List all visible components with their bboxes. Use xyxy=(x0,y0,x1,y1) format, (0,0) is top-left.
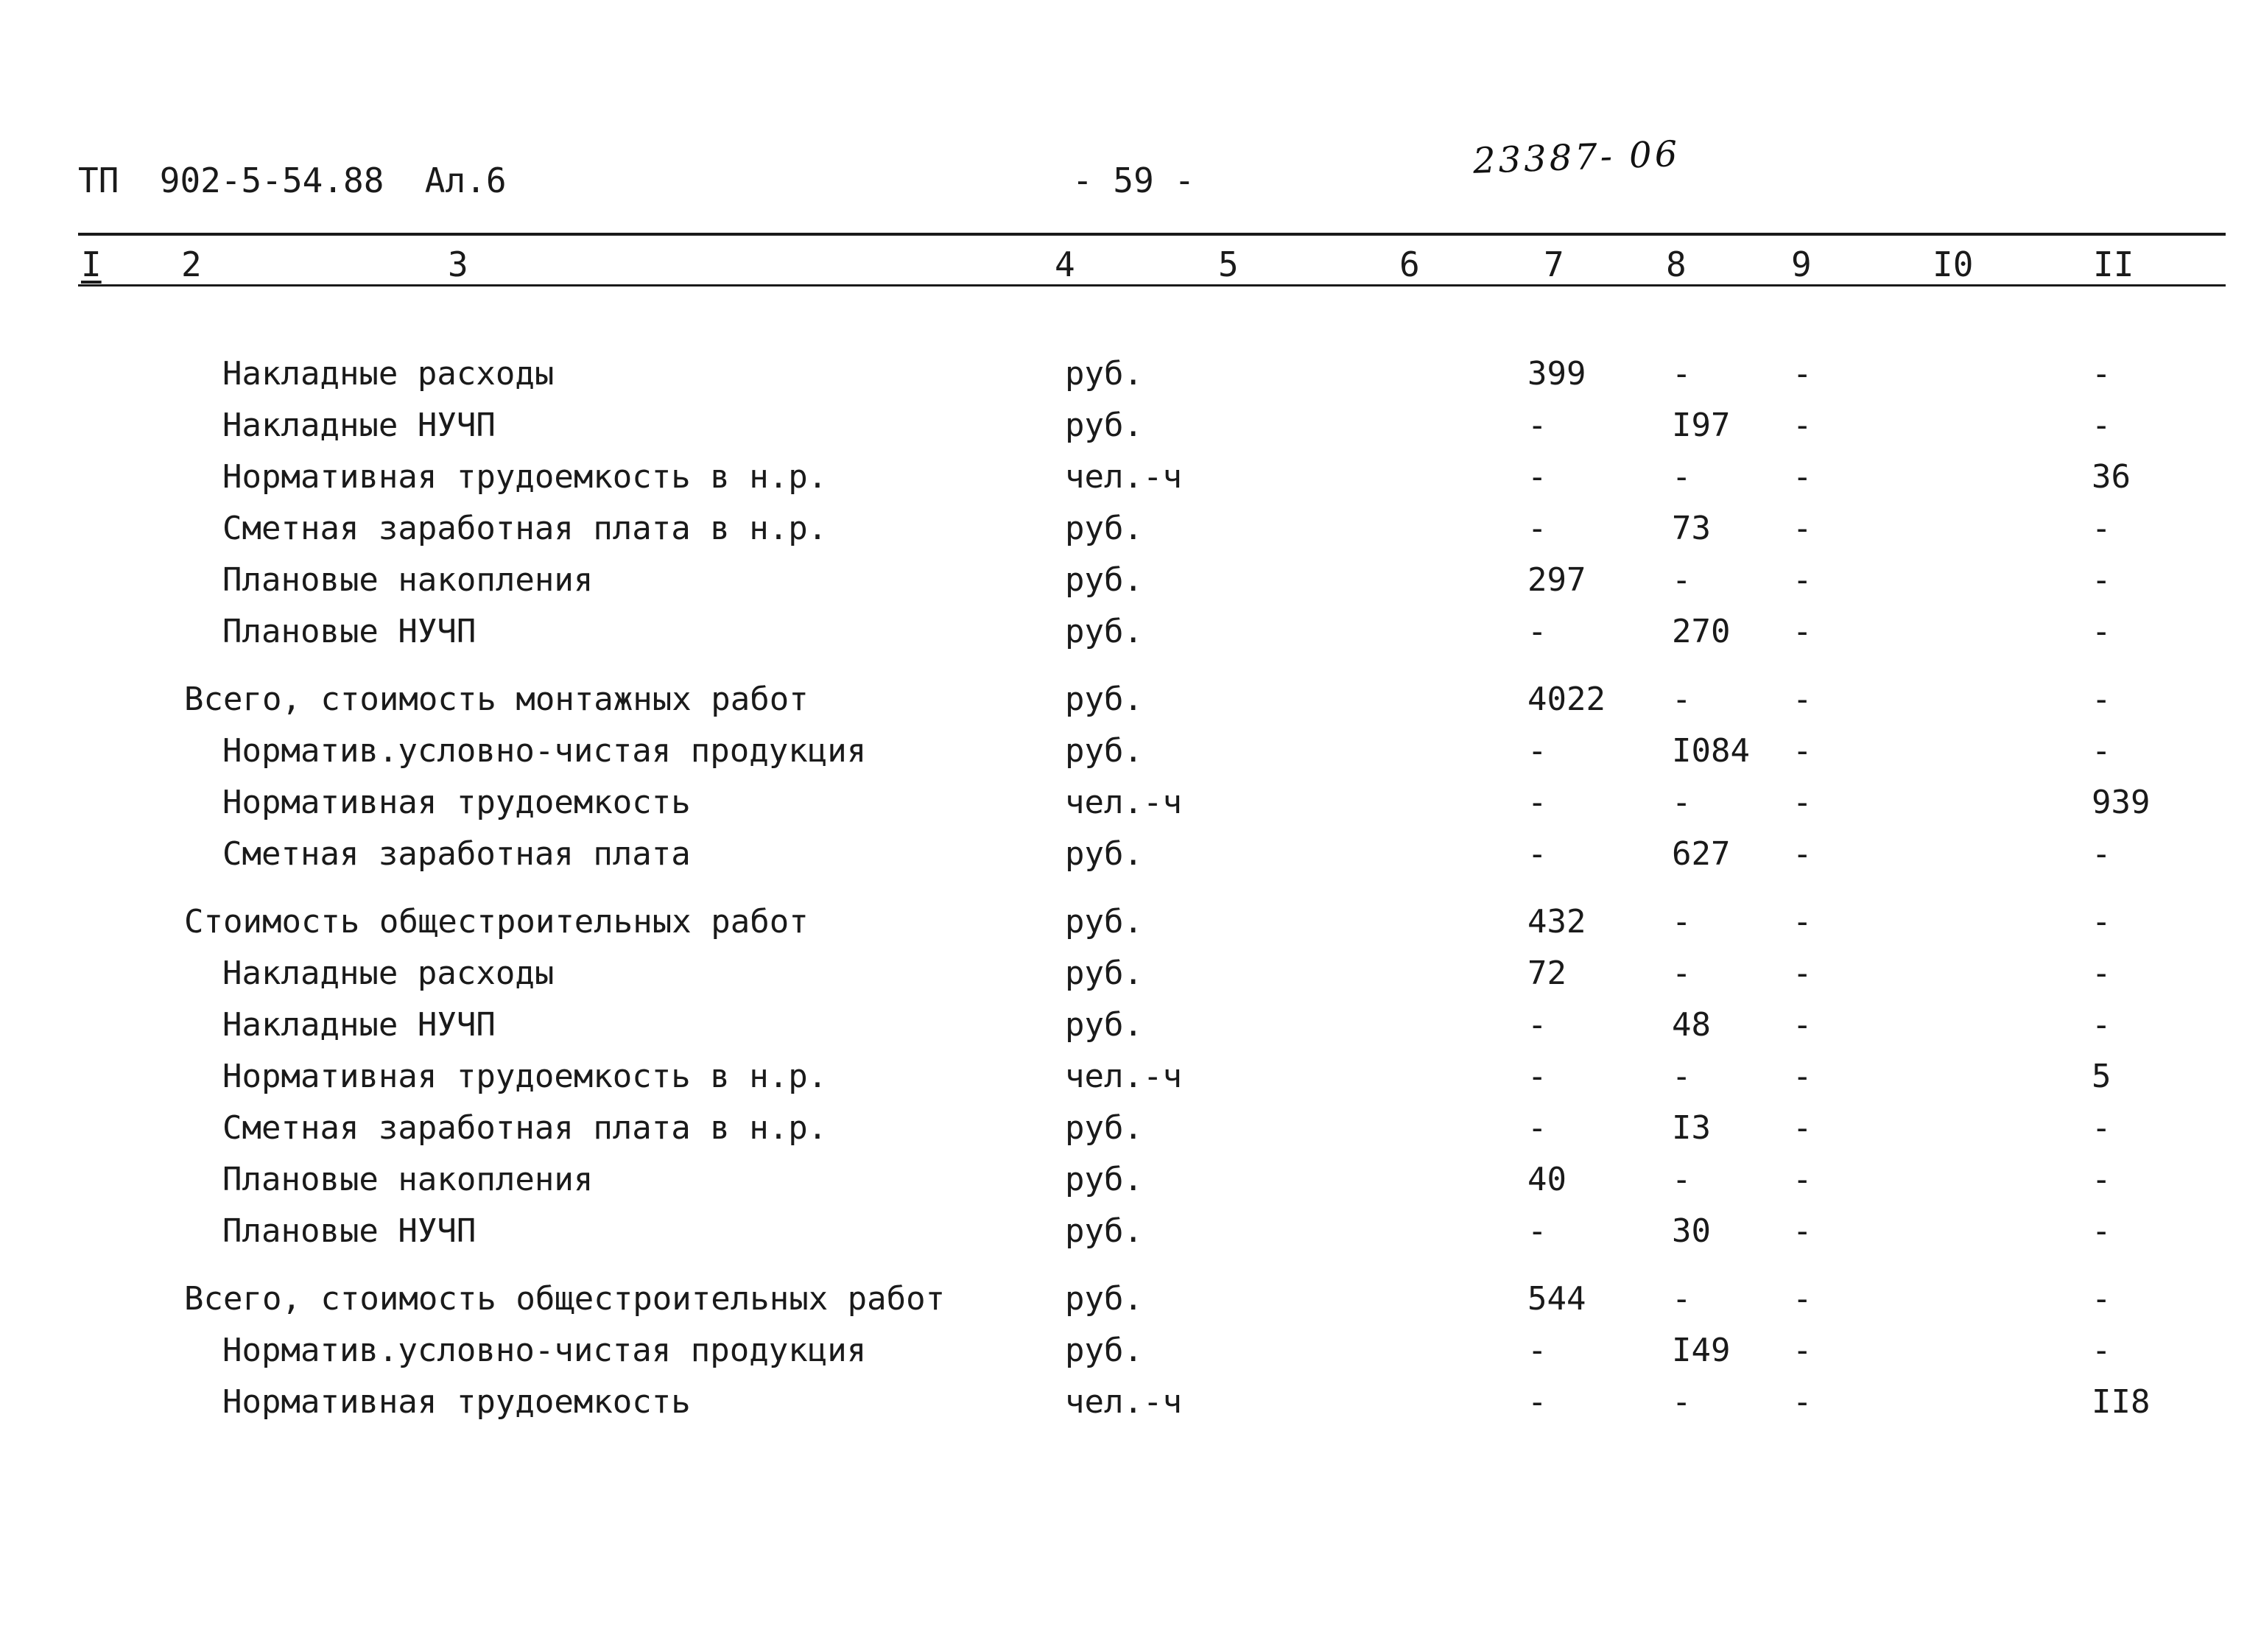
column-number-10: I0 xyxy=(1933,245,1974,284)
row-unit: руб. xyxy=(1065,681,1143,718)
row-value-col-11: - xyxy=(2092,407,2111,444)
row-value-col-9: - xyxy=(1793,407,1812,444)
row-value-col-9: - xyxy=(1793,835,1812,873)
column-number-5: 5 xyxy=(1218,245,1239,284)
row-value-col-8: - xyxy=(1672,955,1692,992)
table-row xyxy=(0,729,2261,773)
row-unit: руб. xyxy=(1065,1109,1143,1147)
row-value-col-8: - xyxy=(1672,561,1692,599)
table-row xyxy=(0,1209,2261,1254)
row-value-col-8: - xyxy=(1672,1058,1692,1095)
row-value-col-8: 627 xyxy=(1672,835,1731,873)
column-number-11: II xyxy=(2093,245,2134,284)
row-value-col-9: - xyxy=(1793,613,1812,650)
row-value-col-8: - xyxy=(1672,903,1692,941)
row-value-col-7: 72 xyxy=(1527,955,1566,992)
row-value-col-11: II8 xyxy=(2092,1383,2151,1421)
document-code: ТП 902-5-54.88 Ал.6 xyxy=(78,161,507,200)
row-value-col-7: - xyxy=(1527,1006,1547,1044)
row-unit: руб. xyxy=(1065,732,1143,770)
column-number-4: 4 xyxy=(1055,245,1075,284)
table-row xyxy=(0,1055,2261,1099)
row-value-col-7: - xyxy=(1527,1109,1547,1147)
row-value-col-9: - xyxy=(1793,784,1812,821)
table-row xyxy=(0,678,2261,722)
row-name: Плановые НУЧП xyxy=(222,613,477,650)
row-name: Сметная заработная плата в н.р. xyxy=(222,1109,828,1147)
row-value-col-11: - xyxy=(2092,355,2111,393)
table-row xyxy=(0,1003,2261,1047)
row-value-col-9: - xyxy=(1793,1212,1812,1250)
column-number-6: 6 xyxy=(1399,245,1420,284)
header-rule-bottom xyxy=(78,284,2226,287)
row-value-col-7: - xyxy=(1527,1058,1547,1095)
table-row xyxy=(0,352,2261,396)
row-value-col-8: 270 xyxy=(1672,613,1731,650)
row-name: Сметная заработная плата в н.р. xyxy=(222,510,828,547)
row-value-col-9: - xyxy=(1793,355,1812,393)
row-unit: руб. xyxy=(1065,903,1143,941)
row-unit: чел.-ч xyxy=(1065,784,1182,821)
row-value-col-9: - xyxy=(1793,681,1812,718)
row-value-col-11: 939 xyxy=(2092,784,2151,821)
row-value-col-8: I3 xyxy=(1672,1109,1711,1147)
row-name: Всего, стоимость монтажных работ xyxy=(184,681,809,718)
row-value-col-8: - xyxy=(1672,458,1692,496)
row-value-col-7: - xyxy=(1527,407,1547,444)
table-row xyxy=(0,1106,2261,1150)
table-row xyxy=(0,404,2261,448)
column-number-7: 7 xyxy=(1544,245,1564,284)
row-value-col-7: 544 xyxy=(1527,1280,1586,1318)
row-name: Накладные НУЧП xyxy=(222,1006,496,1044)
header-rule-top xyxy=(78,233,2226,236)
table-row xyxy=(0,1158,2261,1202)
row-value-col-7: - xyxy=(1527,1332,1547,1369)
handwritten-inventory-number: 23387- 06 xyxy=(1472,133,1681,182)
row-unit: руб. xyxy=(1065,355,1143,393)
row-unit: руб. xyxy=(1065,1006,1143,1044)
row-value-col-8: I49 xyxy=(1672,1332,1731,1369)
row-value-col-11: - xyxy=(2092,561,2111,599)
row-unit: руб. xyxy=(1065,613,1143,650)
row-value-col-11: - xyxy=(2092,1109,2111,1147)
row-name: Нормативная трудоемкость xyxy=(222,784,691,821)
row-value-col-11: - xyxy=(2092,835,2111,873)
row-value-col-7: 432 xyxy=(1527,903,1586,941)
row-value-col-8: - xyxy=(1672,1280,1692,1318)
row-value-col-7: - xyxy=(1527,784,1547,821)
row-unit: руб. xyxy=(1065,561,1143,599)
row-value-col-9: - xyxy=(1793,1109,1812,1147)
row-value-col-11: - xyxy=(2092,1280,2111,1318)
table-row xyxy=(0,1329,2261,1373)
row-unit: руб. xyxy=(1065,1212,1143,1250)
row-value-col-8: - xyxy=(1672,1383,1692,1421)
row-name: Нормативная трудоемкость xyxy=(222,1383,691,1421)
row-value-col-8: - xyxy=(1672,355,1692,393)
row-unit: чел.-ч xyxy=(1065,1058,1182,1095)
row-value-col-11: - xyxy=(2092,613,2111,650)
row-value-col-11: - xyxy=(2092,1332,2111,1369)
row-value-col-9: - xyxy=(1793,1006,1812,1044)
row-unit: руб. xyxy=(1065,1280,1143,1318)
row-unit: руб. xyxy=(1065,407,1143,444)
row-value-col-11: - xyxy=(2092,1006,2111,1044)
column-number-9: 9 xyxy=(1791,245,1812,284)
row-unit: руб. xyxy=(1065,835,1143,873)
row-unit: руб. xyxy=(1065,1161,1143,1198)
row-value-col-9: - xyxy=(1793,1280,1812,1318)
row-name: Стоимость общестроительных работ xyxy=(184,903,809,941)
row-value-col-9: - xyxy=(1793,732,1812,770)
row-value-col-7: 4022 xyxy=(1527,681,1606,718)
row-unit: руб. xyxy=(1065,1332,1143,1369)
row-value-col-7: 399 xyxy=(1527,355,1586,393)
row-unit: руб. xyxy=(1065,955,1143,992)
row-value-col-11: - xyxy=(2092,1161,2111,1198)
row-name: Норматив.условно-чистая продукция xyxy=(222,1332,867,1369)
table-row xyxy=(0,952,2261,996)
column-number-2: 2 xyxy=(181,245,202,284)
table-row xyxy=(0,558,2261,602)
row-value-col-9: - xyxy=(1793,510,1812,547)
row-unit: чел.-ч xyxy=(1065,458,1182,496)
row-value-col-11: - xyxy=(2092,510,2111,547)
row-value-col-9: - xyxy=(1793,955,1812,992)
row-value-col-9: - xyxy=(1793,903,1812,941)
row-value-col-11: - xyxy=(2092,955,2111,992)
row-value-col-7: - xyxy=(1527,835,1547,873)
table-row xyxy=(0,1380,2261,1424)
row-value-col-7: - xyxy=(1527,458,1547,496)
row-value-col-11: - xyxy=(2092,681,2111,718)
row-name: Сметная заработная плата xyxy=(222,835,691,873)
row-value-col-8: - xyxy=(1672,681,1692,718)
row-name: Всего, стоимость общестроительных работ xyxy=(184,1280,946,1318)
row-name: Нормативная трудоемкость в н.р. xyxy=(222,458,828,496)
row-value-col-7: - xyxy=(1527,1383,1547,1421)
row-value-col-7: - xyxy=(1527,1212,1547,1250)
row-value-col-7: - xyxy=(1527,510,1547,547)
row-value-col-8: I084 xyxy=(1672,732,1750,770)
row-name: Нормативная трудоемкость в н.р. xyxy=(222,1058,828,1095)
row-value-col-8: - xyxy=(1672,784,1692,821)
row-value-col-7: 40 xyxy=(1527,1161,1566,1198)
row-value-col-9: - xyxy=(1793,561,1812,599)
row-unit: чел.-ч xyxy=(1065,1383,1182,1421)
row-value-col-8: 30 xyxy=(1672,1212,1711,1250)
row-value-col-11: 5 xyxy=(2092,1058,2111,1095)
row-name: Накладные НУЧП xyxy=(222,407,496,444)
row-value-col-8: 73 xyxy=(1672,510,1711,547)
table-row xyxy=(0,507,2261,551)
row-value-col-7: 297 xyxy=(1527,561,1586,599)
row-name: Норматив.условно-чистая продукция xyxy=(222,732,867,770)
page-number: - 59 - xyxy=(1072,161,1195,200)
row-value-col-9: - xyxy=(1793,458,1812,496)
row-value-col-8: I97 xyxy=(1672,407,1731,444)
row-value-col-11: - xyxy=(2092,1212,2111,1250)
row-value-col-7: - xyxy=(1527,732,1547,770)
column-number-8: 8 xyxy=(1666,245,1687,284)
table-row xyxy=(0,832,2261,876)
row-value-col-11: - xyxy=(2092,732,2111,770)
table-row xyxy=(0,455,2261,499)
row-name: Накладные расходы xyxy=(222,955,555,992)
row-value-col-9: - xyxy=(1793,1332,1812,1369)
column-number-1: I xyxy=(81,245,102,284)
table-row xyxy=(0,781,2261,825)
row-value-col-8: - xyxy=(1672,1161,1692,1198)
row-value-col-11: 36 xyxy=(2092,458,2131,496)
row-name: Плановые накопления xyxy=(222,561,594,599)
row-value-col-7: - xyxy=(1527,613,1547,650)
column-number-3: 3 xyxy=(448,245,468,284)
row-value-col-9: - xyxy=(1793,1161,1812,1198)
row-value-col-11: - xyxy=(2092,903,2111,941)
row-name: Плановые накопления xyxy=(222,1161,594,1198)
table-row xyxy=(0,610,2261,654)
row-name: Накладные расходы xyxy=(222,355,555,393)
row-value-col-9: - xyxy=(1793,1383,1812,1421)
row-value-col-8: 48 xyxy=(1672,1006,1711,1044)
row-unit: руб. xyxy=(1065,510,1143,547)
row-name: Плановые НУЧП xyxy=(222,1212,477,1250)
row-value-col-9: - xyxy=(1793,1058,1812,1095)
table-row xyxy=(0,900,2261,944)
table-row xyxy=(0,1277,2261,1321)
